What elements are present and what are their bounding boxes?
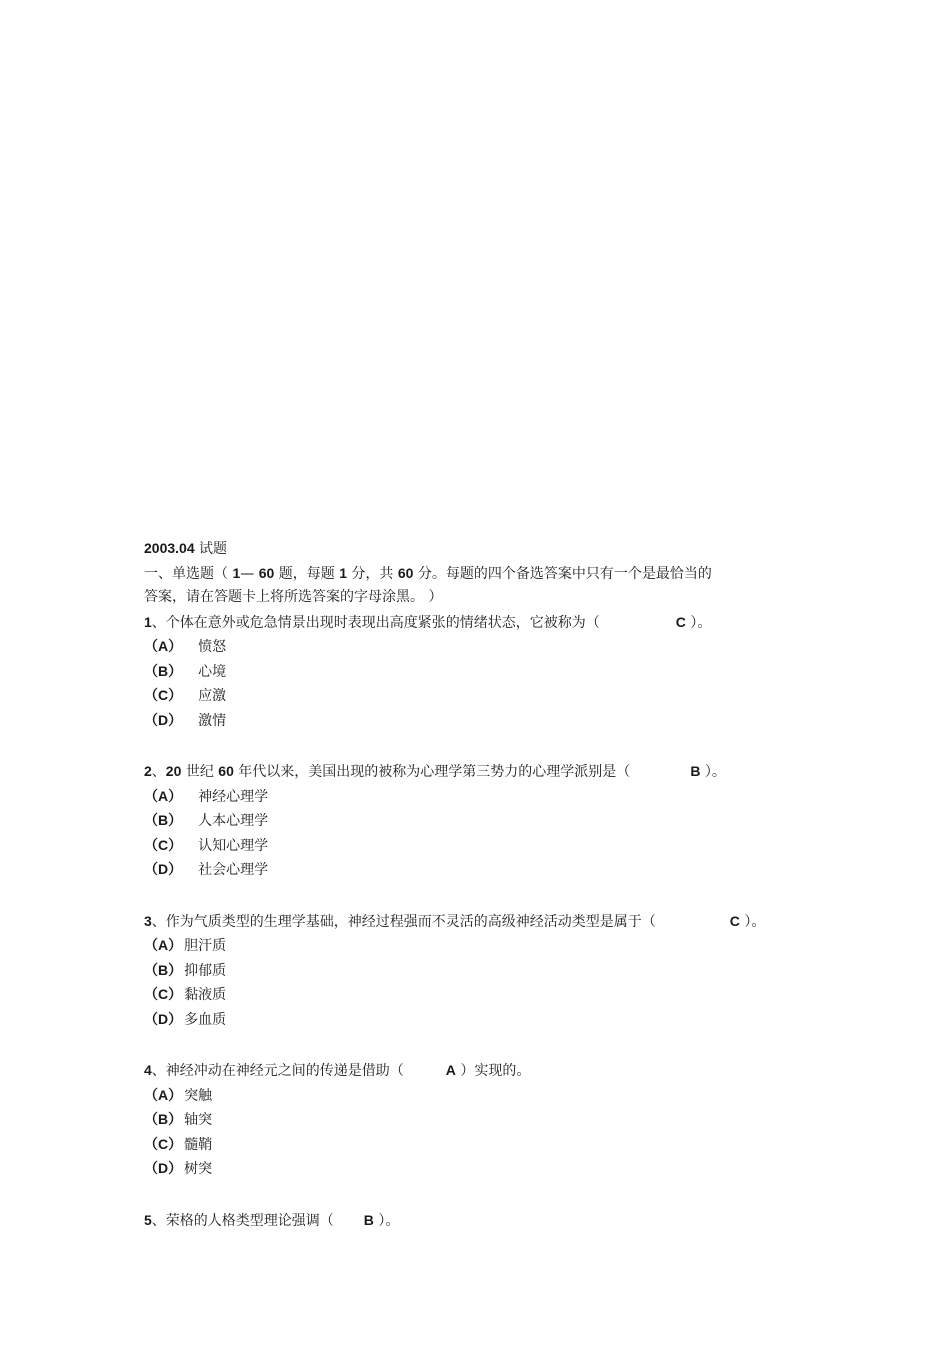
page-title: 2003.04 试题 bbox=[144, 540, 228, 557]
instructions-line-2: 答案，请在答题卡上将所选答案的字母涂黑。 ） bbox=[144, 589, 443, 605]
question-2 bbox=[144, 759, 824, 882]
option-d: （D） 多血质 bbox=[144, 1010, 227, 1028]
question-stem: 2、20 世纪 60 年代以来，美国出现的被称为心理学第三势力的心理学派别是（ B ）。 bbox=[144, 763, 726, 780]
option-c: （C） 应激 bbox=[144, 687, 227, 704]
option-d: （D） 社会心理学 bbox=[144, 861, 269, 878]
question-3 bbox=[144, 909, 824, 1032]
option-c: （C） 认知心理学 bbox=[144, 836, 269, 854]
question-stem: 4、神经冲动在神经元之间的传递是借助（ A ）实现的。 bbox=[144, 1062, 531, 1079]
option-d: （D） 激情 bbox=[144, 711, 227, 729]
answer-letter: C bbox=[675, 613, 686, 630]
option-c: （C） 髓鞘 bbox=[144, 1135, 213, 1153]
answer-letter: A bbox=[445, 1062, 456, 1078]
option-b: （B） 抑郁质 bbox=[144, 961, 227, 979]
option-b: （B） 心境 bbox=[144, 662, 227, 680]
question-stem: 1、个体在意外或危急情景出现时表现出高度紧张的情绪状态，它被称为（ C ）。 bbox=[144, 613, 712, 631]
option-a: （A） 突触 bbox=[144, 1086, 213, 1104]
option-a: （A） 胆汗质 bbox=[144, 937, 227, 954]
question-1 bbox=[144, 610, 824, 733]
instructions-line-1: 一、单选题（ 1— 60 题，每题 1 分，共 60 分。每题的四个备选答案中只有一个是最恰当的 bbox=[144, 564, 712, 582]
option-b: （B） 人本心理学 bbox=[144, 812, 269, 829]
answer-letter: B bbox=[690, 763, 701, 779]
option-b: （B） 轴突 bbox=[144, 1111, 213, 1128]
option-c: （C） 黏液质 bbox=[144, 986, 227, 1003]
answer-letter: B bbox=[363, 1211, 374, 1228]
option-d: （D） 树突 bbox=[144, 1160, 213, 1177]
question-5 bbox=[144, 1208, 824, 1233]
option-a: （A） 愤怒 bbox=[144, 638, 227, 655]
document-body bbox=[144, 536, 824, 1232]
question-stem: 5、荣格的人格类型理论强调（ B ）。 bbox=[144, 1211, 400, 1229]
option-a: （A） 神经心理学 bbox=[144, 787, 269, 805]
answer-letter: C bbox=[729, 912, 740, 929]
question-4 bbox=[144, 1058, 824, 1181]
question-stem: 3、作为气质类型的生理学基础，神经过程强而不灵活的高级神经活动类型是属于（ C ）。 bbox=[144, 912, 766, 930]
